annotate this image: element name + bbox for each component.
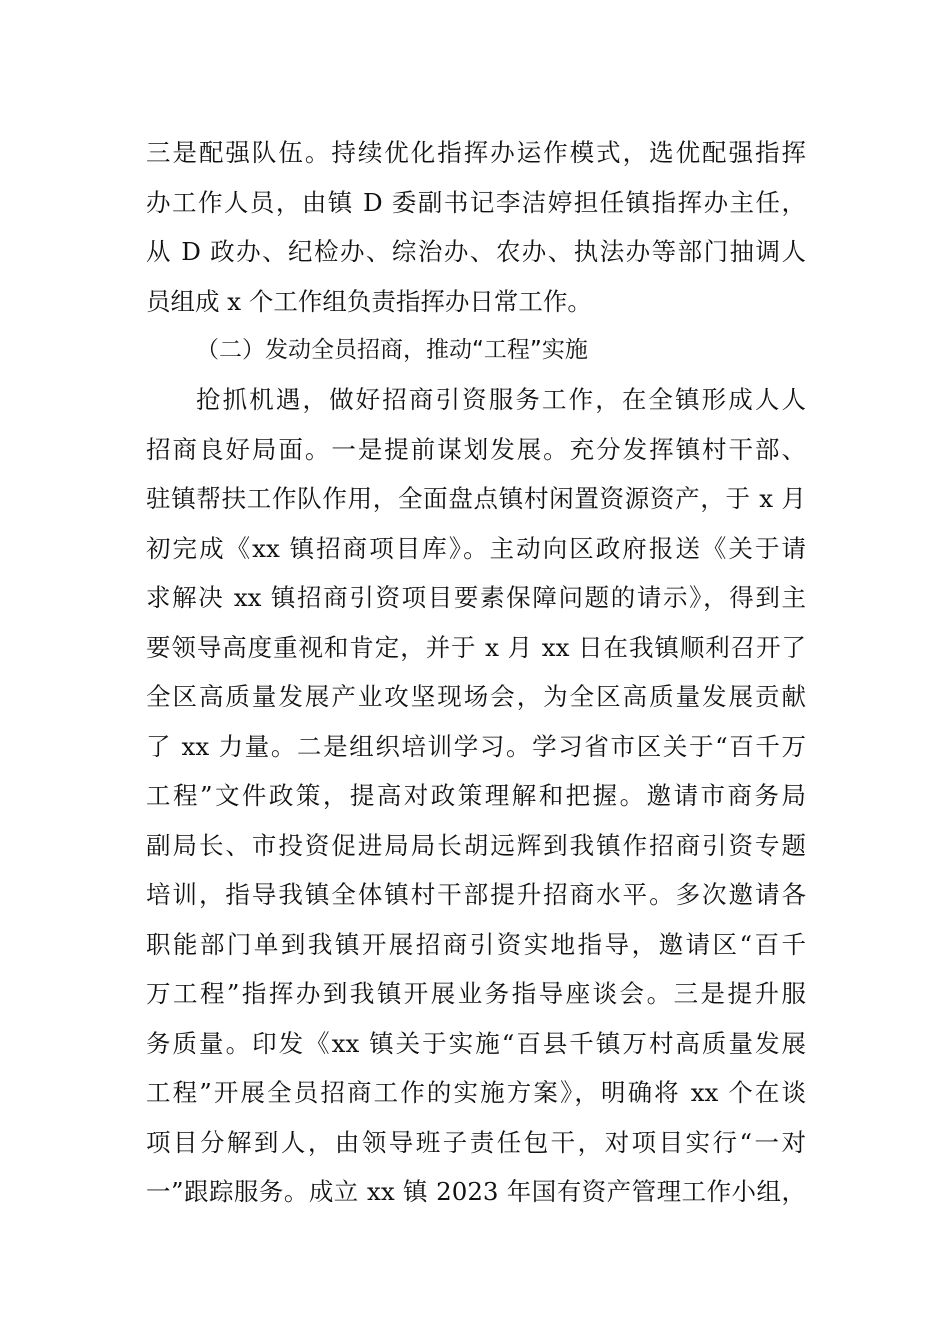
text-line: 招商良好局面。一是提前谋划发展。充分发挥镇村干部、: [146, 434, 806, 464]
paragraph-teams: [146, 128, 806, 326]
text-line: 驻镇帮扶工作队作用，全面盘点镇村闲置资源资产，于 x 月: [146, 484, 806, 513]
text-line: 要领导高度重视和肯定，并于 x 月 xx 日在我镇顺利召开了: [146, 632, 806, 662]
text-line: 副局长、市投资促进局局长胡远辉到我镇作招商引资专题: [146, 830, 806, 860]
text-line: 从 D 政办、纪检办、综治办、农办、执法办等部门抽调人: [146, 237, 806, 266]
text-line: 培训，指导我镇全体镇村干部提升招商水平。多次邀请各: [146, 880, 806, 909]
text-line: 初完成《xx 镇招商项目库》。主动向区政府报送《关于请: [146, 533, 806, 563]
text-line: 项目分解到人，由领导班子责任包干，对项目实行“一对: [146, 1127, 806, 1157]
text-line: 工程”文件政策，提高对政策理解和把握。邀请市商务局: [146, 781, 806, 810]
text-line: 抢抓机遇，做好招商引资服务工作，在全镇形成人人: [196, 385, 806, 414]
text-line: 三是配强队伍。持续优化指挥办运作模式，选优配强指挥: [146, 138, 806, 167]
text-line: 全区高质量发展产业攻坚现场会，为全区高质量发展贡献: [146, 682, 806, 711]
text-line: 员组成 x 个工作组负责指挥办日常工作。: [146, 286, 592, 316]
text-line: 工程”开展全员招商工作的实施方案》，明确将 xx 个在谈: [146, 1078, 806, 1107]
text-line: 求解决 xx 镇招商引资项目要素保障问题的请示》，得到主: [146, 583, 806, 612]
text-line: 职能部门单到我镇开展招商引资实地指导，邀请区“百千: [146, 929, 806, 959]
text-line: 万工程”指挥办到我镇开展业务指导座谈会。三是提升服: [146, 979, 806, 1008]
text-line: 务质量。印发《xx 镇关于实施“百县千镇万村高质量发展: [146, 1028, 806, 1058]
text-line: 办工作人员，由镇 D 委副书记李洁婷担任镇指挥办主任，: [146, 187, 806, 217]
paragraph-investment: [146, 375, 806, 1217]
text-line: 一”跟踪服务。成立 xx 镇 2023 年国有资产管理工作小组，: [146, 1177, 806, 1206]
section-heading: （二）发动全员招商，推动“工程”实施: [196, 337, 588, 363]
text-line: 了 xx 力量。二是组织培训学习。学习省市区关于“百千万: [146, 731, 806, 761]
